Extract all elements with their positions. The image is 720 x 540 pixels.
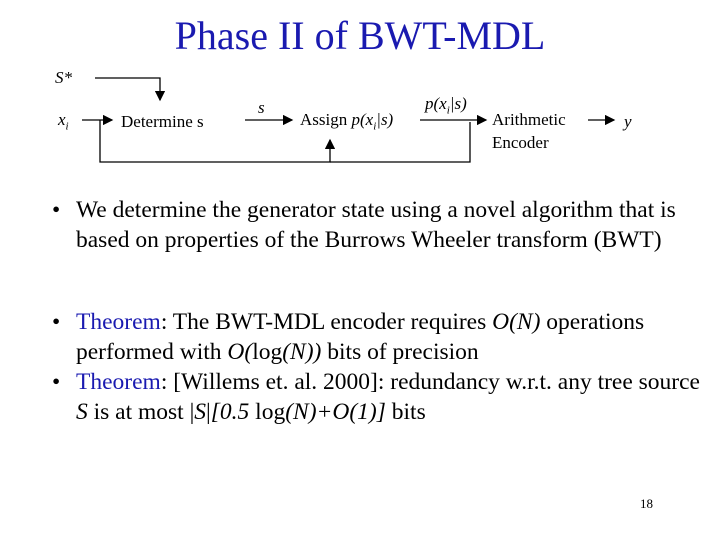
bullet-generator-state: • We determine the generator state using a novel algorithm that is based on properties of the Burrows Wheeler transform (BWT) xyxy=(52,197,676,253)
s-star-label: S* xyxy=(55,68,72,87)
slide-title: Phase II of BWT-MDL xyxy=(174,13,546,58)
s-star-arrow xyxy=(95,78,160,100)
arithmetic-encoder-block: Arithmetic Encoder xyxy=(492,110,566,152)
assign-block: Assign $p(x_i|s)$ xyxy=(300,110,394,133)
bullet-theorem-complexity: • Theorem: The BWT-MDL encoder requires O(N) operations performed with O(log(N)) bits of precision xyxy=(52,309,645,365)
bullet-marker: • xyxy=(52,197,61,223)
page-number: 18 xyxy=(640,496,653,511)
p-label: $p(x_i|s)$ xyxy=(425,94,467,117)
determine-s-block: Determine s xyxy=(121,112,204,131)
bullet-theorem-redundancy: • Theorem: [Willems et. al. 2000]: redundancy w.r.t. any tree source S is at most |S|[0.5 log(N)+O(1)] bits xyxy=(52,369,700,425)
bullet-list xyxy=(52,195,712,427)
bullet-marker: • xyxy=(52,369,61,395)
bullet-marker: • xyxy=(52,309,61,335)
y-label: y xyxy=(624,112,632,131)
s-label: s xyxy=(258,98,265,117)
xi-label: $x_i$ xyxy=(58,110,69,133)
block-diagram xyxy=(0,0,720,200)
